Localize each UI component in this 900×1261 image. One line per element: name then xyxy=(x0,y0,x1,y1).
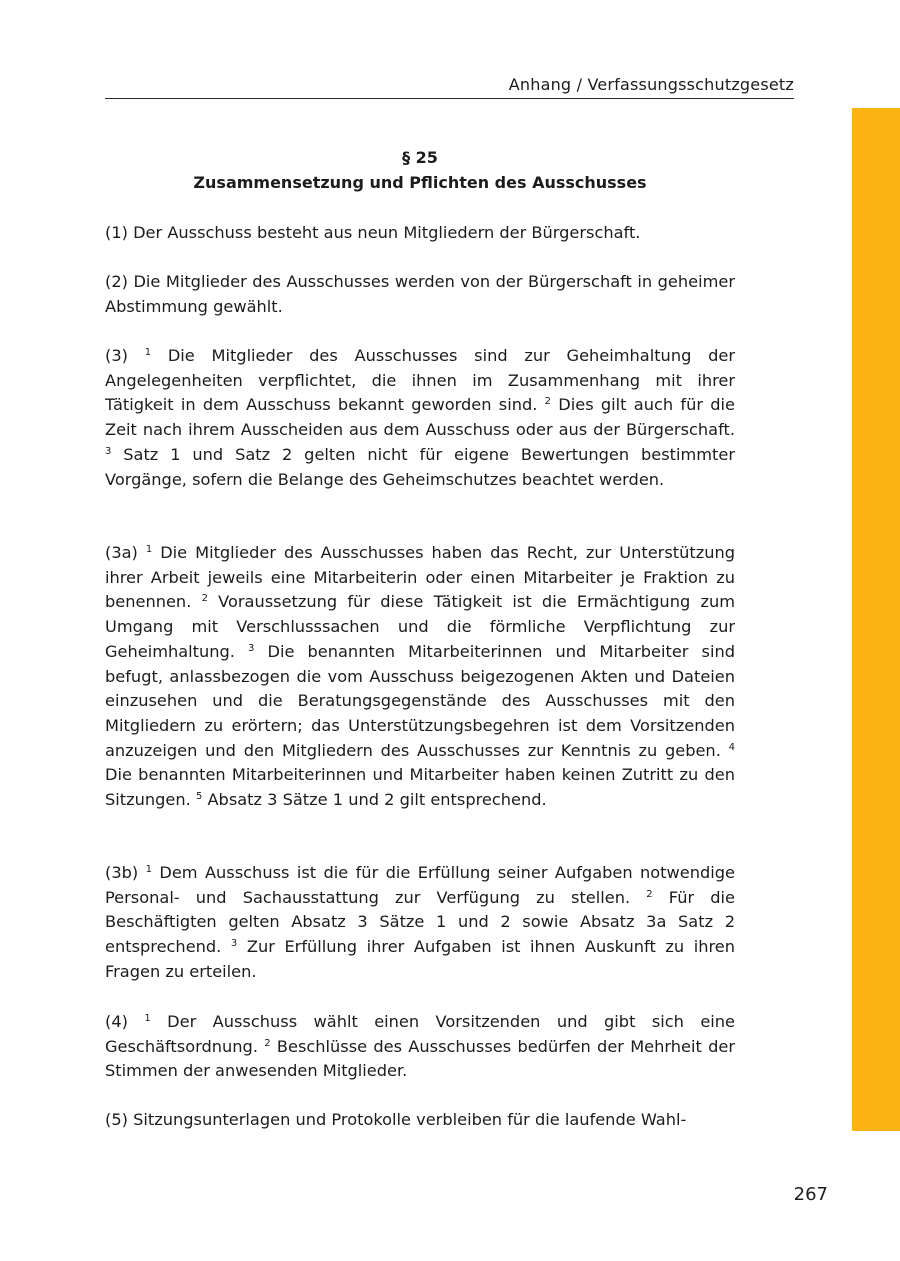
paragraph-3b xyxy=(105,861,735,985)
sentence: Die Mitglieder des Ausschusses sind zur Geheimhaltung der Angelegenheiten verpflichtet, die ihnen im Zusammenhang mit ihrer Tätigkeit in dem Ausschuss bekannt geworden sind. xyxy=(105,346,735,415)
paragraph-label: (3b) xyxy=(105,863,139,882)
paragraph-label: (1) xyxy=(105,223,128,242)
sentence-marker: 1 xyxy=(144,347,152,358)
paragraph-label: (3) xyxy=(105,346,128,365)
sentence: Sitzungsunterlagen und Protokolle verbleiben für die laufende Wahl- xyxy=(133,1110,687,1129)
sentence-marker: 1 xyxy=(145,864,152,875)
paragraph-4 xyxy=(105,1010,735,1084)
sentence-marker: 2 xyxy=(544,396,552,408)
sentence-marker: 5 xyxy=(195,791,203,803)
sentence: Absatz 3 Sätze 1 und 2 gilt entsprechend. xyxy=(207,790,547,810)
paragraph-label: (4) xyxy=(105,1012,128,1031)
sentence-marker: 2 xyxy=(201,593,208,605)
sentence-marker: 3 xyxy=(248,642,255,654)
sentence: Die Mitglieder des Ausschusses haben das Recht, zur Unterstützung ihrer Arbeit jeweils eine Mitarbeiterin oder einen Mitarbeiter je Fraktion zu benennen. xyxy=(105,543,735,612)
sentence: Dies gilt auch für die Zeit nach ihrem Ausscheiden aus dem Ausschuss oder aus der Bürgerschaft. xyxy=(105,395,735,440)
sentence: Der Ausschuss besteht aus neun Mitgliedern der Bürgerschaft. xyxy=(133,223,641,242)
sentence-marker: 3 xyxy=(105,445,112,457)
sentence-marker: 1 xyxy=(144,1013,151,1024)
sentence-marker: 4 xyxy=(728,741,735,753)
sentence: Voraussetzung für diese Tätigkeit ist die Ermächtigung zum Umgang mit Verschlusssachen und die förmliche Verpflichtung zur Geheimhaltung. xyxy=(105,592,735,661)
paragraph-5 xyxy=(105,1108,735,1133)
sentence-marker: 1 xyxy=(145,544,153,555)
sentence: Die benannten Mitarbeiterinnen und Mitarbeiter sind befugt, anlassbezogen die vom Ausschuss beigezogenen Akten und Dateien einzusehen und die Beratungsgegenstände des Ausschusses mit den Mitgliedern zu erörtern; das Unterstützungsbegehren ist dem Vorsitzenden anzuzeigen und den Mitgliedern des Ausschusses zur Kenntnis zu geben. xyxy=(105,641,735,760)
paragraph-2 xyxy=(105,270,735,319)
page-number: 267 xyxy=(793,1184,828,1205)
chapter-thumb-tab xyxy=(852,108,900,1131)
sentence: Die Mitglieder des Ausschusses werden von der Bürgerschaft in geheimer Abstimmung gewählt. xyxy=(105,272,735,316)
sentence: Satz 1 und Satz 2 gelten nicht für eigene Bewertungen bestimmter Vorgänge, sofern die Belange des Geheimschutzes beachtet werden. xyxy=(105,444,735,489)
sentence: Der Ausschuss wählt einen Vorsitzenden und gibt sich eine Geschäftsordnung. xyxy=(105,1012,735,1056)
sentence-marker: 3 xyxy=(230,938,238,950)
sentence: Die benannten Mitarbeiterinnen und Mitarbeiter haben keinen Zutritt zu den Sitzungen. xyxy=(105,765,735,810)
paragraph-3 xyxy=(105,344,735,492)
paragraph-label: (3a) xyxy=(105,543,138,562)
section-number: § 25 xyxy=(402,148,438,167)
section-heading: Zusammensetzung und Pflichten des Ausschusses xyxy=(193,173,647,192)
sentence: Dem Ausschuss ist die für die Erfüllung seiner Aufgaben notwendige Personal- und Sachausstattung zur Verfügung zu stellen. xyxy=(105,863,735,907)
sentence: Für die Beschäftigten gelten Absatz 3 Sätze 1 und 2 sowie Absatz 3a Satz 2 entsprechend. xyxy=(105,887,736,957)
paragraph-3a xyxy=(105,541,735,813)
sentence-marker: 2 xyxy=(264,1037,271,1049)
sentence: Zur Erfüllung ihrer Aufgaben ist ihnen Auskunft zu ihren Fragen zu erteilen. xyxy=(105,937,735,981)
header-divider xyxy=(105,98,794,99)
sentence: Beschlüsse des Ausschusses bedürfen der Mehrheit der Stimmen der anwesenden Mitglieder. xyxy=(105,1036,735,1081)
running-header: Anhang / Verfassungsschutzgesetz xyxy=(508,75,794,94)
sentence-marker: 2 xyxy=(646,888,653,900)
paragraph-label: (5) xyxy=(105,1110,128,1129)
paragraph-label: (2) xyxy=(105,272,128,291)
paragraph-1 xyxy=(105,221,735,246)
